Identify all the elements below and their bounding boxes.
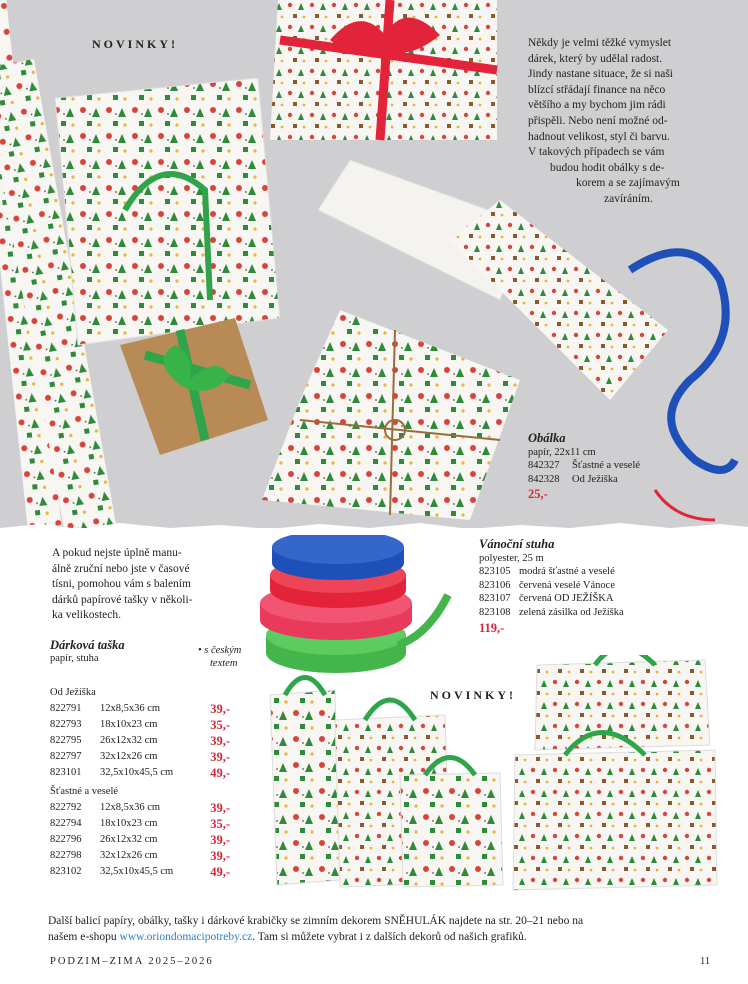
note-line: textem [210,658,238,669]
product-size: 18x10x23 cm [100,818,158,829]
intro-line: V takových případech se vám [528,146,665,159]
paragraph-line: tísni, pomohou vám s balením [52,578,191,590]
season-label: PODZIM–ZIMA 2025–2026 [50,956,214,967]
intro-text [528,36,728,208]
eshop-link[interactable]: www.oriondomacipotreby.cz [119,930,253,943]
product-name: zelená zásilka od Ježíška [519,606,624,618]
product-size: 32,5x10x45,5 cm [100,866,174,877]
product-code: 823106 [479,579,511,591]
product-size: 12x8,5x36 cm [100,703,161,714]
taska-spec: papír, stuha [50,653,99,664]
czech-text-note [198,644,241,670]
product-code: 823102 [50,866,82,877]
product-price: 35,- [210,817,230,831]
table-row [50,717,230,733]
page-number: 11 [700,956,711,967]
intro-line: korem a se zajímavým [576,177,680,190]
table-row [50,765,230,781]
product-price: 39,- [210,833,230,847]
novinky-top-label: NOVINKY! [92,37,178,51]
paragraph-line: ka velikostech. [52,609,121,621]
footer-line-end: . Tam si můžete vybrat i z dalších dekorů od našich grafiků. [252,930,527,943]
product-name: Od Ježíška [572,473,618,485]
table-row [50,832,230,848]
note-line: • s českým [198,645,242,656]
intro-line: přispěli. Nebo není možné od- [528,114,668,127]
product-code: 822796 [50,834,82,845]
paper-bag-intro [52,546,242,624]
intro-line: dárek, který by udělal radost. [528,52,663,65]
product-price: 39,- [210,750,230,764]
product-name: modrá šťastné a veselé [519,566,615,577]
table-row [50,701,230,717]
stuha-spec: polyester, 25 m [479,552,544,564]
product-price: 49,- [210,865,230,879]
table-row [50,733,230,749]
group-name: Šťastné a veselé [50,786,119,797]
footer-line-start: našem e-shopu [48,930,120,943]
product-code: 822794 [50,818,82,829]
product-size: 32x12x26 cm [100,850,158,861]
product-price: 39,- [210,702,230,716]
product-code: 822793 [50,719,82,730]
product-price: 39,- [210,849,230,863]
product-name: červená OD JEŽÍŠKA [519,593,614,604]
product-name: Šťastné a veselé [572,460,641,471]
product-code: 822791 [50,703,82,714]
intro-line: blízcí střádají finance na něco [528,83,666,96]
novinky-bags-label: NOVINKY! [430,688,516,702]
table-row [50,848,230,864]
product-size: 26x12x32 cm [100,735,158,746]
product-code: 823101 [50,767,82,778]
obalka-product [528,432,640,502]
footer-text [48,914,718,945]
intro-line: Jindy nastane situace, že si naši [528,68,673,81]
product-size: 32,5x10x45,5 cm [100,767,174,778]
product-name: červená veselé Vánoce [519,579,615,591]
product-price: 35,- [210,718,230,732]
product-size: 12x8,5x36 cm [100,802,161,813]
obalka-spec: papír, 22x11 cm [528,446,596,458]
paragraph-line: álně zruční nebo jste v časové [52,562,190,575]
product-price: 39,- [210,801,230,815]
intro-line: většího a my bychom jim rádi [528,99,666,112]
paragraph-line: dárků papírové tašky v několi- [52,593,193,606]
taska-group-od-jeziska [50,685,230,781]
product-size: 32x12x26 cm [100,751,158,762]
product-code: 823107 [479,593,511,604]
taska-header [50,638,125,664]
intro-line: hadnout velikost, styl či barvu. [528,130,670,143]
product-code: 822795 [50,735,82,746]
product-code: 823105 [479,566,511,577]
table-row [50,816,230,832]
product-code: 823108 [479,606,511,618]
obalka-price: 25,- [528,487,548,501]
product-code: 842327 [528,460,560,471]
stuha-price: 119,- [479,621,505,635]
table-row [50,749,230,765]
product-code: 822792 [50,802,82,813]
table-row [50,800,230,816]
taska-group-stastne [50,784,230,880]
taska-title: Dárková taška [50,638,125,652]
stuha-title: Vánoční stuha [479,537,555,551]
obalka-title: Obálka [528,431,566,445]
table-row [50,864,230,880]
group-name: Od Ježíška [50,687,96,698]
intro-line: Někdy je velmi těžké vymyslet [528,37,672,49]
intro-line: zavíráním. [604,192,653,205]
product-code: 842328 [528,473,560,485]
footer-line: Další balicí papíry, obálky, tašky i dárkové krabičky se zimním dekorem SNĚHULÁK najdete na str. 20–21 nebo na [48,915,584,927]
paragraph-line: A pokud nejste úplně manu- [52,547,182,559]
gift-bags-image [265,655,735,905]
product-size: 26x12x32 cm [100,834,158,845]
product-code: 822798 [50,850,82,861]
intro-line: budou hodit obálky s de- [550,161,665,174]
stuha-product [479,538,624,636]
product-size: 18x10x23 cm [100,719,158,730]
product-code: 822797 [50,751,82,762]
product-price: 49,- [210,766,230,780]
product-price: 39,- [210,734,230,748]
